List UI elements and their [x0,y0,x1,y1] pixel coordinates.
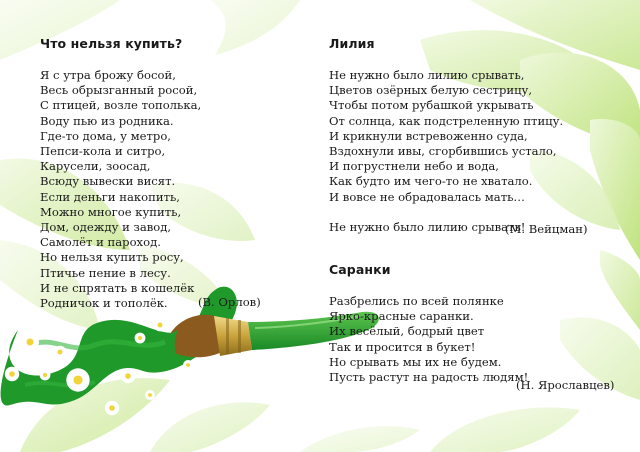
poem-line: Родничок и тополёк. [40,296,168,311]
poem-line: Карусели, зоосад, [40,159,151,174]
poem-title: Лилия [329,36,375,51]
poem-line: Если деньги накопить, [40,189,180,204]
poem-line: Цветов озёрных белую сестрицу, [329,83,533,98]
poem-line: Но нельзя купить росу, [40,250,184,265]
poem-line: Как будто им чего-то не хватало. [329,174,533,189]
poem-line: И крикнули встревоженно суда, [329,128,528,143]
poem-lily [329,36,563,235]
leaves-bottom-right [300,407,580,452]
poem-line: От солнца, как подстреленную птицу. [329,113,564,128]
poem-lines [40,68,201,311]
poem-line: И вовсе не обрадовалась мать… [329,189,526,204]
poem-saranki [329,262,528,385]
poem-line: Так и просится в букет! [329,339,476,354]
poem-line: Можно многое купить, [40,204,182,219]
poem-line: Пусть растут на радость людям! [329,370,529,385]
poem-title: Что нельзя купить? [40,36,183,51]
poem-line: И погрустнели небо и вода, [329,159,499,174]
poem-line: С птицей, возле тополька, [40,98,202,113]
poem-line: Но срывать мы их не будем. [329,354,502,369]
poem-line: Пепси-кола и ситро, [40,144,166,159]
poem-what-cannot-be-bought [40,36,201,311]
poem-line: Где-то дома, у метро, [40,128,171,143]
poem-line: Птичье пение в лесу. [40,265,171,280]
poem-line: Самолёт и пароход. [40,235,161,250]
poem-line: Весь обрызганный росой, [40,83,198,98]
poem-line: Дом, одежду и завод, [40,220,172,235]
poem-line: Не нужно было лилию срывать, [329,68,525,82]
poem-line: Всюду вывески висят. [40,174,176,189]
poem-lines [329,68,563,235]
poem-closing-line: Не нужно было лилию срывать! [329,219,526,234]
poem-author: (В. Орлов) [198,295,261,309]
poem-line: Я с утра брожу босой, [40,68,176,82]
poem-line: Чтобы потом рубашкой укрывать [329,98,534,113]
poem-line: Разбрелись по всей полянке [329,294,504,308]
poem-line: Вздохнули ивы, сгорбившись устало, [329,144,557,159]
poem-line: Воду пью из родника. [40,113,174,128]
poem-author: (М. Вейцман) [505,222,588,236]
poem-title: Саранки [329,262,391,277]
poem-author: (Н. Ярославцев) [516,378,615,392]
poem-line: Их весёлый, бодрый цвет [329,324,485,339]
poem-line: Ярко-красные саранки. [329,309,474,324]
poem-line: И не спрятать в кошелёк [40,280,195,295]
poem-lines [329,294,528,385]
